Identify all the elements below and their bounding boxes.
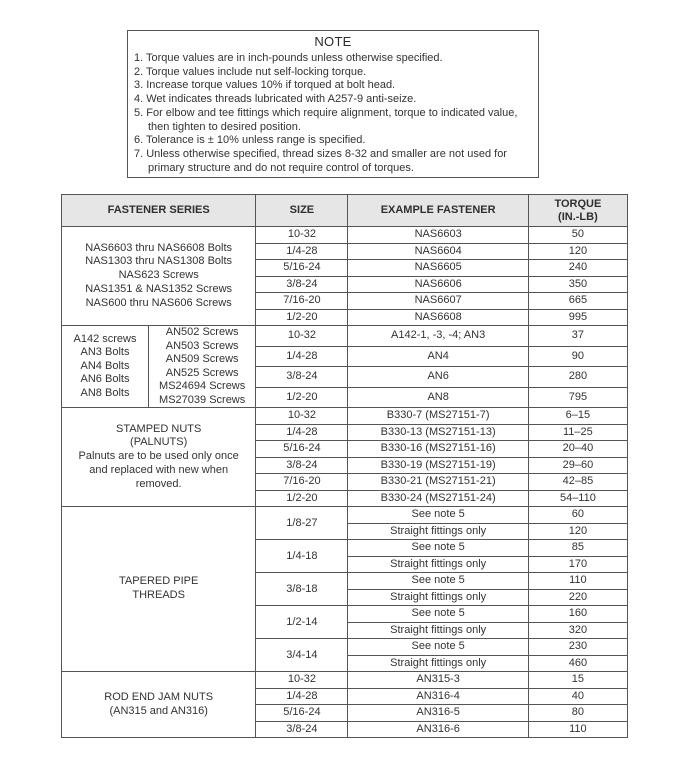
table-row (62, 507, 628, 524)
example-cell: B330-19 (MS27151-19) (348, 457, 528, 474)
torque-cell: 220 (528, 589, 627, 606)
torque-cell: 120 (528, 523, 627, 540)
series-line: AN4 Bolts (80, 359, 130, 372)
size-cell: 7/16-20 (256, 474, 348, 491)
note-item: 4. Wet indicates threads lubricated with A257-9 anti-seize. (134, 93, 417, 106)
example-cell: AN8 (348, 387, 528, 408)
note-item: 7. Unless otherwise specified, thread sizes 8-32 and smaller are not used for primary structure and do not require control of torques. (134, 147, 507, 174)
torque-cell: 160 (528, 606, 627, 623)
example-cell: NAS6608 (348, 309, 528, 326)
torque-cell: 320 (528, 622, 627, 639)
size-cell: 1/4-28 (256, 688, 348, 705)
size-cell: 1/4-18 (256, 540, 348, 573)
torque-cell: 40 (528, 688, 627, 705)
series-cell-nas (62, 227, 256, 326)
example-cell: AN316-5 (348, 705, 528, 722)
example-cell: See note 5 (348, 507, 528, 524)
header-example-fastener: EXAMPLE FASTENER (348, 195, 528, 227)
series-line: AN503 Screws (165, 339, 239, 352)
size-cell: 7/16-20 (256, 293, 348, 310)
header-torque-label: TORQUE (554, 197, 602, 210)
torque-cell: 29–60 (528, 457, 627, 474)
table-row (62, 326, 628, 347)
example-cell: AN316-6 (348, 721, 528, 738)
series-line: NAS6603 thru NAS6608 Bolts (85, 241, 233, 254)
size-cell: 5/16-24 (256, 441, 348, 458)
series-line: AN3 Bolts (80, 346, 130, 359)
torque-cell: 54–110 (528, 490, 627, 507)
note-title: NOTE (314, 34, 352, 49)
example-cell: NAS6606 (348, 276, 528, 293)
example-cell: B330-13 (MS27151-13) (348, 424, 528, 441)
example-cell: Straight fittings only (348, 589, 528, 606)
note-item: 1. Torque values are in inch-pounds unless otherwise specified. (134, 52, 443, 64)
series-line: MS24694 Screws (159, 380, 246, 392)
note-item: 2. Torque values include nut self-locking torque. (134, 65, 367, 78)
torque-cell: 230 (528, 639, 627, 656)
torque-cell: 60 (528, 507, 627, 524)
header-torque-unit: (IN.-LB) (558, 210, 598, 223)
series-line: AN525 Screws (165, 366, 239, 379)
series-line: AN502 Screws (165, 326, 239, 338)
example-cell: AN6 (348, 367, 528, 388)
series-right-list (149, 326, 255, 407)
header-torque (528, 195, 627, 227)
note-box (127, 30, 539, 178)
example-cell: B330-24 (MS27151-24) (348, 490, 528, 507)
size-cell: 10-32 (256, 326, 348, 347)
size-cell: 10-32 (256, 227, 348, 244)
example-cell: See note 5 (348, 540, 528, 557)
series-line: (AN315 and AN316) (109, 704, 208, 717)
torque-cell: 11–25 (528, 424, 627, 441)
example-cell: NAS6604 (348, 243, 528, 260)
header-size: SIZE (256, 195, 348, 227)
series-line: AN6 Bolts (80, 373, 130, 386)
size-cell: 3/8-24 (256, 721, 348, 738)
series-line: and replaced with new when (89, 463, 229, 476)
series-line: NAS600 thru NAS606 Screws (85, 296, 232, 309)
torque-cell: 42–85 (528, 474, 627, 491)
table-row (62, 408, 628, 425)
example-cell: NAS6603 (348, 227, 528, 244)
series-cell-stamped-nuts (62, 408, 256, 507)
series-line: NAS623 Screws (118, 269, 199, 282)
example-cell: See note 5 (348, 573, 528, 590)
example-cell: Straight fittings only (348, 556, 528, 573)
size-cell: 5/16-24 (256, 705, 348, 722)
example-cell: Straight fittings only (348, 523, 528, 540)
series-line: THREADS (132, 589, 185, 601)
size-cell: 1/2-20 (256, 490, 348, 507)
example-cell: Straight fittings only (348, 622, 528, 639)
note-item: 3. Increase torque values 10% if torqued at bolt head. (134, 79, 396, 92)
torque-cell: 85 (528, 540, 627, 557)
torque-cell: 240 (528, 260, 627, 277)
header-fastener-series: FASTENER SERIES (62, 195, 256, 227)
example-cell: NAS6607 (348, 293, 528, 310)
size-cell: 10-32 (256, 408, 348, 425)
size-cell: 1/2-20 (256, 387, 348, 408)
example-cell: AN4 (348, 346, 528, 367)
example-cell: NAS6605 (348, 260, 528, 277)
series-left-list (62, 326, 149, 407)
torque-cell: 665 (528, 293, 627, 310)
torque-cell: 170 (528, 556, 627, 573)
table-header-row (62, 195, 628, 227)
series-line: (PALNUTS) (130, 436, 188, 449)
example-cell: Straight fittings only (348, 655, 528, 672)
table-row (62, 672, 628, 689)
size-cell: 3/8-24 (256, 276, 348, 293)
torque-table (61, 194, 628, 738)
note-list (134, 52, 532, 175)
size-cell: 3/8-18 (256, 573, 348, 606)
size-cell: 1/4-28 (256, 346, 348, 367)
example-cell: B330-16 (MS27151-16) (348, 441, 528, 458)
example-cell: See note 5 (348, 639, 528, 656)
torque-cell: 110 (528, 721, 627, 738)
torque-cell: 350 (528, 276, 627, 293)
series-cell-tapered-pipe (62, 507, 256, 672)
torque-cell: 460 (528, 655, 627, 672)
table-row (62, 227, 628, 244)
series-line: A142 screws (73, 332, 137, 345)
torque-cell: 50 (528, 227, 627, 244)
series-cell-an (62, 326, 256, 408)
series-line: NAS1303 thru NAS1308 Bolts (85, 255, 233, 268)
series-cell-rod-end-jam-nuts (62, 672, 256, 738)
size-cell: 3/8-24 (256, 457, 348, 474)
size-cell: 1/2-20 (256, 309, 348, 326)
example-cell: B330-21 (MS27151-21) (348, 474, 528, 491)
size-cell: 1/2-14 (256, 606, 348, 639)
series-line: TAPERED PIPE (119, 575, 199, 588)
series-line: ROD END JAM NUTS (104, 690, 214, 703)
torque-cell: 280 (528, 367, 627, 388)
note-item: 5. For elbow and tee fittings which require alignment, torque to indicated value, then tighten to desired position. (134, 106, 518, 133)
size-cell: 5/16-24 (256, 260, 348, 277)
torque-cell: 795 (528, 387, 627, 408)
series-line: AN8 Bolts (80, 386, 130, 399)
example-cell: See note 5 (348, 606, 528, 623)
series-line: removed. (135, 477, 182, 490)
torque-cell: 6–15 (528, 408, 627, 425)
series-line: Palnuts are to be used only once (78, 450, 239, 463)
series-line: STAMPED NUTS (115, 422, 202, 435)
example-cell: AN315-3 (348, 672, 528, 689)
example-cell: A142-1, -3, -4; AN3 (348, 326, 528, 347)
note-item: 6. Tolerance is ± 10% unless range is specified. (134, 134, 366, 147)
torque-cell: 20–40 (528, 441, 627, 458)
torque-cell: 995 (528, 309, 627, 326)
size-cell: 10-32 (256, 672, 348, 689)
torque-cell: 80 (528, 705, 627, 722)
torque-cell: 110 (528, 573, 627, 590)
series-line: MS27039 Screws (159, 393, 246, 406)
size-cell: 1/4-28 (256, 424, 348, 441)
series-line: AN509 Screws (165, 353, 239, 365)
series-line: NAS1351 & NAS1352 Screws (85, 282, 233, 295)
torque-cell: 120 (528, 243, 627, 260)
torque-cell: 90 (528, 346, 627, 367)
example-cell: B330-7 (MS27151-7) (348, 408, 528, 425)
example-cell: AN316-4 (348, 688, 528, 705)
size-cell: 3/4-14 (256, 639, 348, 672)
torque-cell: 15 (528, 672, 627, 689)
size-cell: 1/8-27 (256, 507, 348, 540)
torque-cell: 37 (528, 326, 627, 347)
size-cell: 1/4-28 (256, 243, 348, 260)
size-cell: 3/8-24 (256, 367, 348, 388)
